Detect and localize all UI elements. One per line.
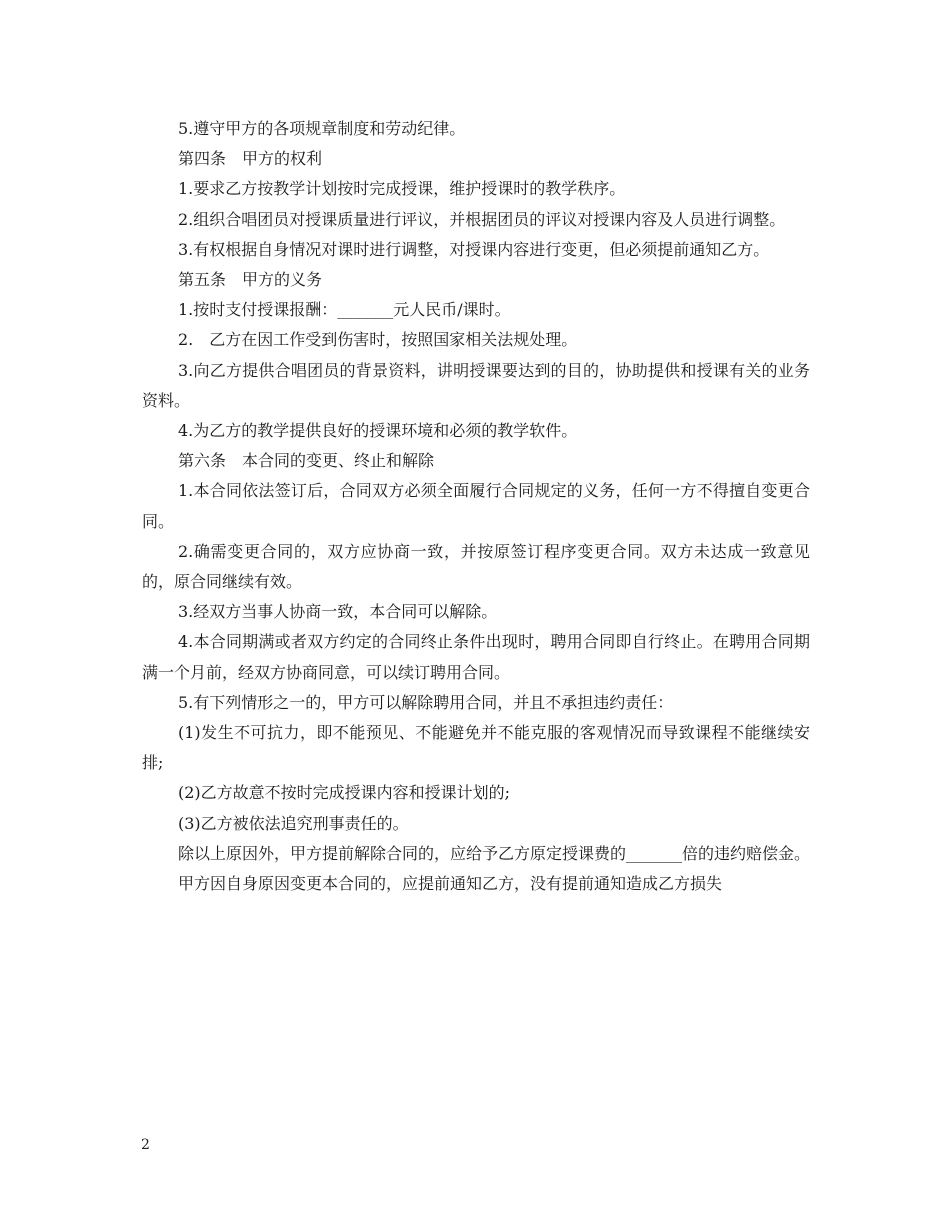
paragraph-change-2: 2.确需变更合同的，双方应协商一致，并按原签订程序变更合同。双方未达成一致意见的，原合同继续有效。 xyxy=(142,541,810,592)
document-body xyxy=(142,114,810,899)
heading-article-5: 第五条 甲方的义务 xyxy=(178,270,323,290)
paragraph-change-1: 1.本合同依法签订后，合同双方必须全面履行合同规定的义务，任何一方不得擅自变更合同。 xyxy=(142,481,810,531)
paragraph-change-4: 4.本合同期满或者双方约定的合同终止条件出现时，聘用合同即自行终止。在聘用合同期满一个月前，经双方协商同意，可以续订聘用合同。 xyxy=(142,632,810,682)
heading-article-6: 第六条 本合同的变更、终止和解除 xyxy=(178,451,435,471)
paragraph-case-2: (2)乙方故意不按时完成授课内容和授课计划的; xyxy=(178,783,511,803)
paragraph-duty-3: 3.向乙方提供合唱团员的背景资料，讲明授课要达到的目的，协助提供和授课有关的业务资料。 xyxy=(142,360,810,410)
paragraph-compensation: 除以上原因外，甲方提前解除合同的，应给予乙方原定授课费的_______倍的违约赔偿金。 xyxy=(178,843,811,863)
paragraph-right-3: 3.有权根据自身情况对课时进行调整，对授课内容进行变更，但必须提前通知乙方。 xyxy=(178,239,770,259)
paragraph-duty-1: 1.按时支付授课报酬：_______元人民币/课时。 xyxy=(178,300,511,320)
paragraph-right-2: 2.组织合唱团员对授课质量进行评议，并根据团员的评议对授课内容及人员进行调整。 xyxy=(178,209,786,229)
page-number: 2 xyxy=(141,1137,150,1153)
paragraph-change-5: 5.有下列情形之一的，甲方可以解除聘用合同，并且不承担违约责任： xyxy=(178,692,674,712)
paragraph-duty-2: 2. 乙方在因工作受到伤害时，按照国家相关法规处理。 xyxy=(178,330,578,350)
paragraph-duty-4: 4.为乙方的教学提供良好的授课环境和必须的教学软件。 xyxy=(178,421,578,441)
heading-article-4: 第四条 甲方的权利 xyxy=(178,149,323,169)
paragraph-change-3: 3.经双方当事人协商一致，本合同可以解除。 xyxy=(178,602,498,622)
paragraph-rule-5-discipline: 5.遵守甲方的各项规章制度和劳动纪律。 xyxy=(178,119,466,138)
paragraph-case-1: (1)发生不可抗力，即不能预见、不能避免并不能克服的客观情况而导致课程不能继续安排; xyxy=(142,723,810,773)
paragraph-case-3: (3)乙方被依法追究刑事责任的。 xyxy=(178,813,409,833)
paragraph-notice: 甲方因自身原因变更本合同的，应提前通知乙方，没有提前通知造成乙方损失 xyxy=(178,874,723,894)
paragraph-right-1: 1.要求乙方按教学计划按时完成授课，维护授课时的教学秩序。 xyxy=(178,179,626,199)
